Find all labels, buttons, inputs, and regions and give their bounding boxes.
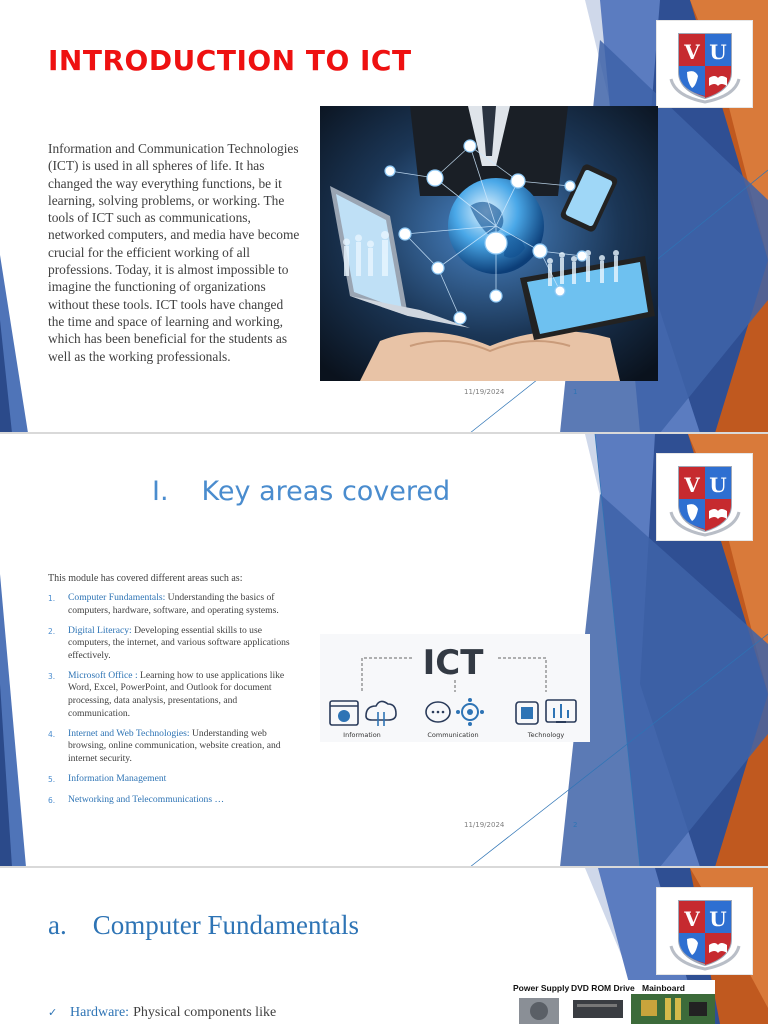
key-areas-list bbox=[48, 592, 298, 815]
university-logo bbox=[656, 20, 753, 108]
slide-title bbox=[48, 910, 359, 941]
diagram-title: ICT bbox=[422, 643, 484, 683]
ict-hands-image bbox=[320, 106, 658, 381]
title-text: Computer Fundamentals bbox=[92, 910, 359, 940]
checkmark-icon: ✓ bbox=[48, 1006, 58, 1019]
image-label-dvd-rom: DVD ROM Drive bbox=[571, 983, 635, 993]
slide-title bbox=[152, 476, 450, 507]
hardware-components-image bbox=[511, 980, 715, 1024]
slide-number: 1 bbox=[573, 388, 578, 396]
logo-letter-u: U bbox=[708, 907, 727, 931]
university-logo bbox=[656, 887, 753, 975]
slide-date: 11/19/2024 bbox=[464, 388, 505, 396]
logo-letter-u: U bbox=[708, 40, 727, 64]
bullet-item bbox=[48, 1005, 276, 1021]
bullet-text: Physical components like bbox=[133, 1005, 277, 1020]
logo-letter-v: V bbox=[683, 40, 700, 64]
list-item: 2. Digital Literacy: Developing essential skills to use computers, the internet, and various software applications effectively. bbox=[48, 624, 290, 661]
title-letter: a. bbox=[48, 910, 67, 940]
list-intro: This module has covered different areas such as: bbox=[48, 573, 243, 584]
vu-shield-logo-icon bbox=[665, 891, 745, 971]
intro-paragraph: Information and Communication Technologies (ICT) is used in all spheres of life. It has changed the way everything functions, be it learning, solving problems, or working. The tools of ICT such as communications, networked computers, and media have become crucial for the efficient working of all professions. Today, it is almost impossible to imagine the functioning of organizations without these tools. ICT tools have changed the time and space of learning and working, which has been beneficial for the students as well as the working professionals. bbox=[48, 141, 300, 364]
diagram-label-technology: Technology bbox=[527, 731, 565, 739]
logo-letter-v: V bbox=[683, 473, 700, 497]
title-text: Key areas covered bbox=[201, 476, 451, 507]
bullet-key: Hardware: bbox=[70, 1005, 130, 1020]
list-item: 5. Information Management bbox=[48, 772, 167, 784]
image-label-power-supply: Power Supply bbox=[513, 983, 570, 993]
slide-2 bbox=[0, 434, 768, 867]
vu-shield-logo-icon bbox=[665, 24, 745, 104]
logo-letter-v: V bbox=[683, 907, 700, 931]
list-item: 6. Networking and Telecommunications … bbox=[48, 793, 225, 805]
diagram-label-information: Information bbox=[343, 731, 381, 739]
slide-1 bbox=[0, 0, 768, 433]
list-item: 3. Microsoft Office : Learning how to use applications like Word, Excel, PowerPoint, and Outlook for document processing, data analysis, presentations, and communication. bbox=[48, 669, 285, 719]
image-label-mainboard: Mainboard bbox=[642, 983, 685, 993]
logo-letter-u: U bbox=[708, 473, 727, 497]
diagram-label-communication: Communication bbox=[427, 731, 479, 739]
list-item: 1. Computer Fundamentals: Understanding the basics of computers, hardware, software, and operating systems. bbox=[48, 592, 279, 616]
list-item: 4. Internet and Web Technologies: Understanding web browsing, online communication, website creation, and internet security. bbox=[48, 727, 281, 764]
ict-diagram bbox=[320, 634, 590, 742]
slide-date: 11/19/2024 bbox=[464, 821, 505, 829]
title-numeral: I. bbox=[152, 476, 169, 507]
slide-number: 2 bbox=[573, 821, 578, 829]
slide-3 bbox=[0, 868, 768, 1024]
slide-title: INTRODUCTION TO ICT bbox=[48, 44, 412, 77]
university-logo bbox=[656, 453, 753, 541]
vu-shield-logo-icon bbox=[665, 457, 745, 537]
